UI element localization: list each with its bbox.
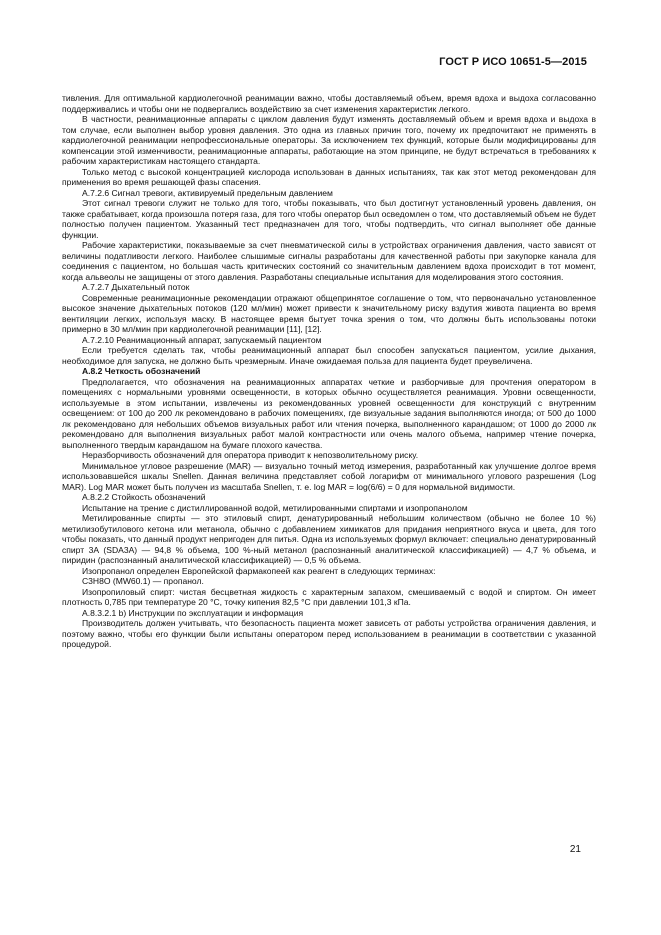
paragraph: Предполагается, что обозначения на реанимационных аппаратах четкие и разборчивые для прочтения оператором в помещениях с нормальными уровнями освещенности, в которых обычно осуществляется реанимация. Уровни освещенности, используемые в этом испытании, извлечены из рекомендованных уровней освещенности для конструкций с внутренним освещением: от 100 до 200 лк рекомендовано в рабочих помещениях, где визуальные задания выполняются иногда; от 500 до 1000 лк рекомендовано для небольших объемов визуальных работ или чтения почерка, выполненного карандашом; от 1000 до 2000 лк рекомендовано для выполнения визуальных работ малой контрастности или очень малого объема, например чтение почерка, выполненного твердым карандашом на бумаге плохого качества. — [62, 376, 596, 450]
paragraph: Рабочие характеристики, показываемые за счет пневматической силы в устройствах ограничения давления, часто зависят от величины податливости легкого. Наиболее слышимые сигналы разработаны для качественной работы при закупорке канала для соединения с пациентом, но большая часть критических состояний со значительным давлением вдоха происходит в тот момент, когда альвеолы не защищены от этого давления. Разработаны специальные испытания для моделирования этого состояния. — [62, 240, 596, 282]
paragraph: Изопропанол определен Европейской фармакопеей как реагент в следующих терминах: — [82, 565, 436, 576]
paragraph: тивления. Для оптимальной кардиолегочной реанимации важно, чтобы доставляемый объем, время вдоха и выдоха согласованно поддерживались и чтобы они не подвергались воздействию за счет изменения характеристик легкого. — [62, 93, 596, 114]
paragraph: Минимальное угловое разрешение (MAR) — визуально точный метод измерения, разработанный как улучшение долгое время использовавшейся шкалы Snellen. Данная величина представляет собой логарифм от минимального углового разрешения (Log MAR). Log MAR может быть получен из масштаба Snellen, т. е. log MAR = log(6/6) = 0 для нормальной видимости. — [62, 460, 596, 492]
paragraph: Испытание на трение с дистиллированной водой, метилированными спиртами и изопропанолом — [82, 502, 468, 513]
section-heading: А.7.2.10 Реанимационный аппарат, запускаемый пациентом — [82, 334, 322, 345]
paragraph: Производитель должен учитывать, что безопасность пациента может зависеть от работы устройства ограничения давления, и поэтому важно, чтобы его функции были испытаны оператором перед использованием в реанимации в соответствии с указанной процедурой. — [62, 618, 596, 649]
paragraph: Современные реанимационные рекомендации отражают общепринятое соглашение о том, что первоначально установленное высокое значение дыхательных потоков (120 мл/мин) может привести к значительному риску вздутия живота пациента во время вентиляции легких, используя маску. В настоящее время бытует точка зрения о том, что должны быть использованы потоки примерно в 30 мл/мин при кардиолегочной реанимации [11], [12]. — [62, 292, 596, 334]
document-header: ГОСТ Р ИСО 10651-5—2015 — [439, 56, 587, 68]
page-number: 21 — [569, 844, 581, 855]
paragraph: Метилированные спирты — это этиловый спирт, денатурированный небольшим количеством (обычно не более 10 %) метилизобутилового кетона или метанола, обычно с добавлением химикатов для придания неприятного вкуса и цвета, для того чтобы показать, что данный продукт непригоден для питья. Одна из используемых формул включает: специально денатурированный спирт 3А (SDA3A) — 94,8 % объема, 100 %-ный метанол (распознанный аналитической классификацией) — 4,7 % объема, и пиридин (распознанный аналитической классификацией) — 0,5 % объема. — [62, 513, 596, 565]
section-heading: А.8.3.2.1 b) Инструкции по эксплуатации и информация — [82, 607, 304, 618]
section-heading: А.7.2.6 Сигнал тревоги, активируемый предельным давлением — [82, 187, 333, 198]
section-heading: А.7.2.7 Дыхательный поток — [82, 282, 190, 292]
paragraph: Изопропиловый спирт: чистая бесцветная жидкость с характерным запахом, смешиваемый с водой и спиртом. Он имеет плотность 0,785 при температуре 20 °С, точку кипения 82,5 °С при давлении 101,3 кПа. — [62, 586, 596, 607]
section-heading: А.8.2.2 Стойкость обозначений — [82, 492, 206, 502]
paragraph: C3H8O (MW60.1) — пропанол. — [82, 576, 204, 586]
paragraph: В частности, реанимационные аппараты с циклом давления будут изменять доставляемый объем и время вдоха и выдоха в том случае, если выполнен выбор уровня давления. Это одна из главных причин того, почему их предпочитают не применять в кардиолегочной реанимации непрофессиональные операторы. За исключением тех функций, которые были модифицированы для компенсации этой изменчивости, реанимационные аппараты, работающие на этом принципе, не будут встречаться в требованиях к рабочим характеристикам настоящего стандарта. — [62, 114, 596, 166]
paragraph: Только метод с высокой концентрацией кислорода использован в данных испытаниях, так как этот метод рекомендован для применения во время решающей фазы спасения. — [62, 166, 596, 187]
document-body — [62, 93, 596, 650]
paragraph: Если требуется сделать так, чтобы реанимационный аппарат был способен запускаться пациентом, усилие дыхания, необходимое для запуска, не должно быть чрезмерным. Иначе ожидаемая польза для пациента будет преувеличена. — [62, 345, 596, 366]
paragraph: Неразборчивость обозначений для оператора приводит к непозволительному риску. — [82, 450, 419, 460]
paragraph: Этот сигнал тревоги служит не только для того, чтобы показывать, что был достигнут установленный уровень давления, он также срабатывает, когда произошла потеря газа, для того чтобы оператор был осведомлен о том, что доставляемый объем не будет полностью получен пациентом. Указанный тест предназначен для того, чтобы подтвердить, что сигнал выполняет обе данные функции. — [62, 198, 596, 240]
section-heading-bold: А.8.2 Четкость обозначений — [82, 366, 201, 376]
